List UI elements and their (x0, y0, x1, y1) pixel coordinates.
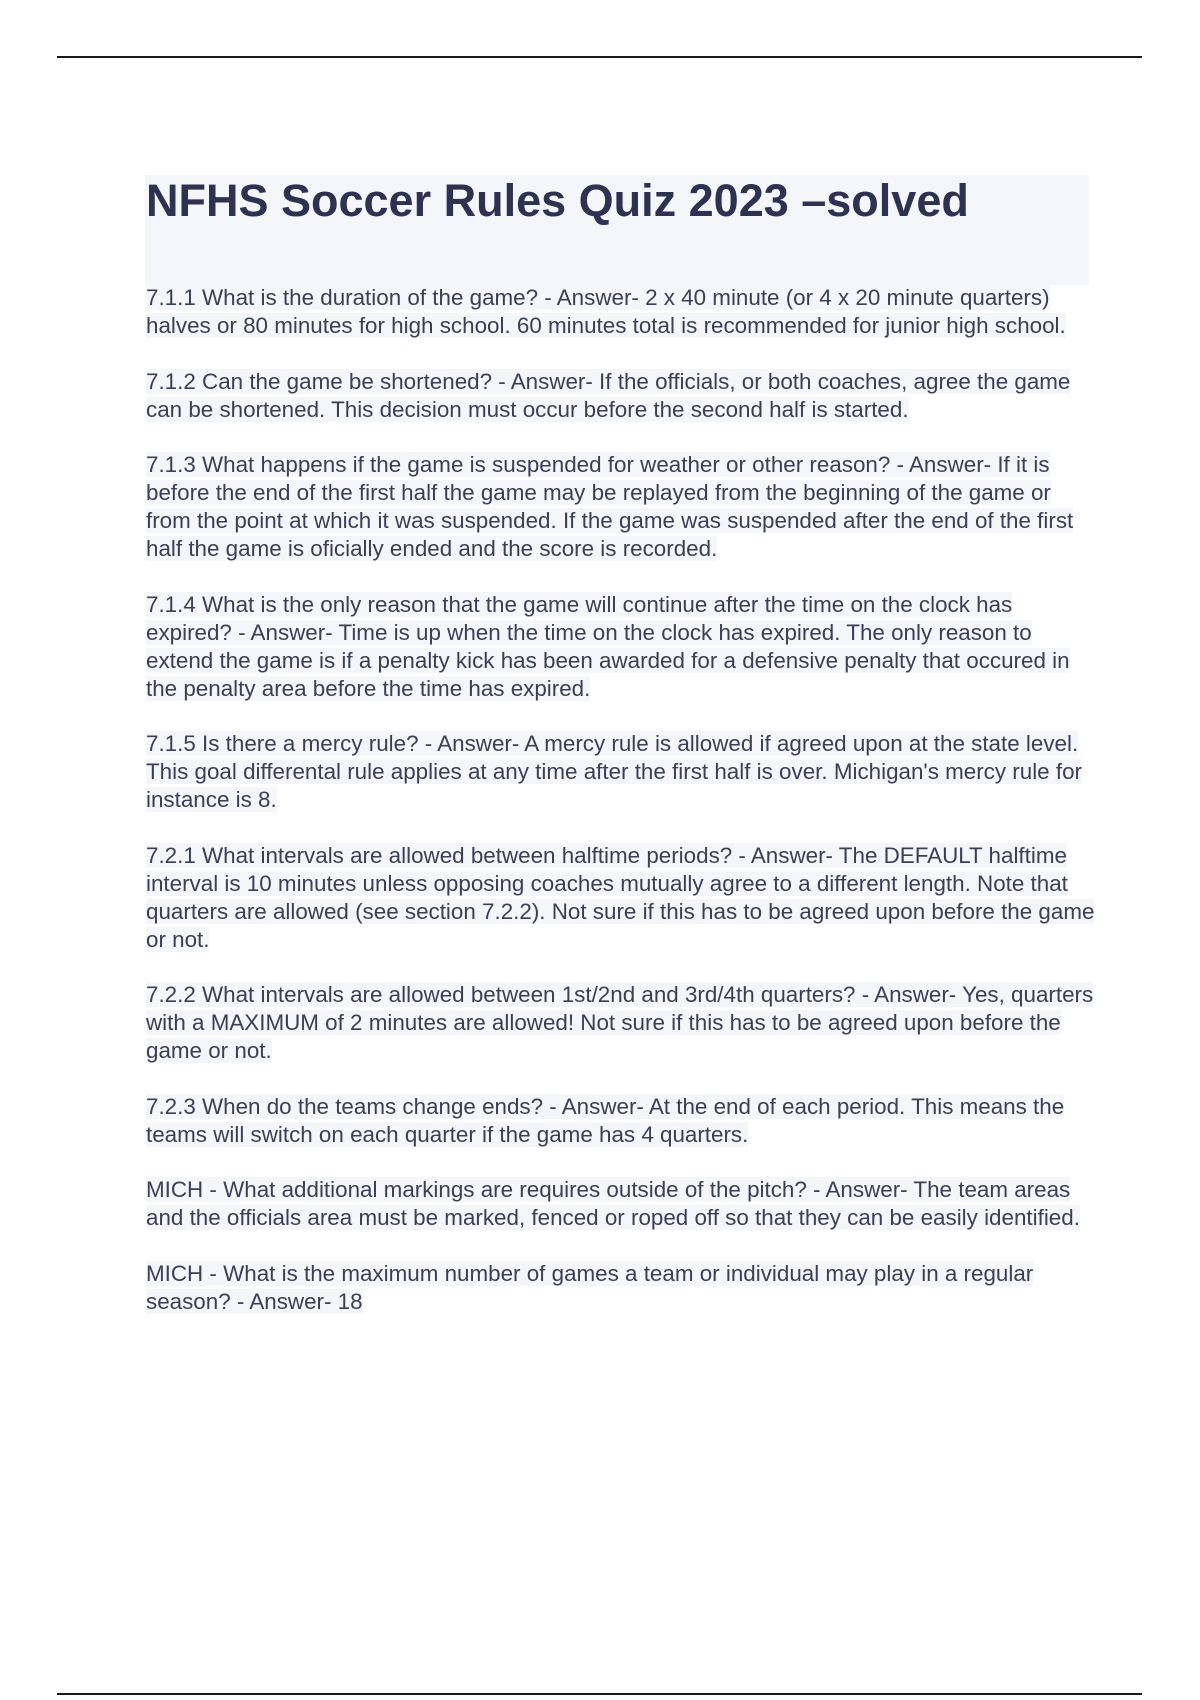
bottom-rule (57, 1693, 1142, 1695)
qa-item-7-1-2 (146, 368, 1096, 424)
qa-item-mich-max-games (146, 1260, 1096, 1316)
qa-text: 7.2.1 What intervals are allowed between halftime periods? - Answer- The DEFAULT halftime interval is 10 minutes unless opposing coaches mutually agree to a different length. Note that quarters are allowed (see section 7.2.2). Not sure if this has to be agreed upon before the game or not. (146, 842, 1095, 952)
qa-text: 7.1.1 What is the duration of the game? - Answer- 2 x 40 minute (or 4 x 20 minute quarters) halves or 80 minutes for high school. 60 minutes total is recommended for junior high school. (146, 285, 1066, 338)
qa-text: 7.1.4 What is the only reason that the game will continue after the time on the clock has expired? - Answer- Time is up when the time on the clock has expired. The only reason to extend the game is if a penalty kick has been awarded for a defensive penalty that occured in the penalty area before the time has expired. (146, 591, 1070, 701)
qa-text: MICH - What additional markings are requires outside of the pitch? - Answer- The team areas and the officials area must be marked, fenced or roped off so that they can be easily identified. (146, 1177, 1080, 1230)
qa-text: MICH - What is the maximum number of games a team or individual may play in a regular season? - Answer- 18 (146, 1260, 1034, 1314)
qa-text: 7.2.2 What intervals are allowed between 1st/2nd and 3rd/4th quarters? - Answer- Yes, quarters with a MAXIMUM of 2 minutes are allowed! Not sure if this has to be agreed upon before the game or not. (146, 982, 1094, 1063)
qa-item-7-1-4 (146, 591, 1096, 703)
qa-text: 7.1.5 Is there a mercy rule? - Answer- A mercy rule is allowed if agreed upon at the state level. This goal differental rule applies at any time after the first half is over. Michigan's mercy rule for instance is 8. (146, 731, 1082, 812)
qa-text: 7.1.2 Can the game be shortened? - Answer- If the officials, or both coaches, agree the game can be shortened. This decision must occur before the second half is started. (146, 368, 1071, 422)
qa-item-7-1-1 (146, 284, 1096, 340)
qa-list (146, 284, 1096, 1343)
top-rule (57, 56, 1142, 58)
qa-item-7-2-1 (146, 842, 1096, 954)
qa-text: 7.2.3 When do the teams change ends? - Answer- At the end of each period. This means the teams will switch on each quarter if the game has 4 quarters. (146, 1093, 1065, 1147)
document-title: NFHS Soccer Rules Quiz 2023 –solved (146, 175, 969, 226)
qa-text: 7.1.3 What happens if the game is suspended for weather or other reason? - Answer- If it is before the end of the first half the game may be replayed from the beginning of the game or from the point at which it was suspended. If the game was suspended after the end of the first half the game is oficially ended and the score is recorded. (146, 452, 1074, 561)
qa-item-7-1-5 (146, 730, 1096, 814)
qa-item-7-1-3 (146, 451, 1096, 563)
qa-item-7-2-3 (146, 1093, 1096, 1149)
qa-item-mich-markings (146, 1176, 1096, 1232)
qa-item-7-2-2 (146, 981, 1096, 1065)
